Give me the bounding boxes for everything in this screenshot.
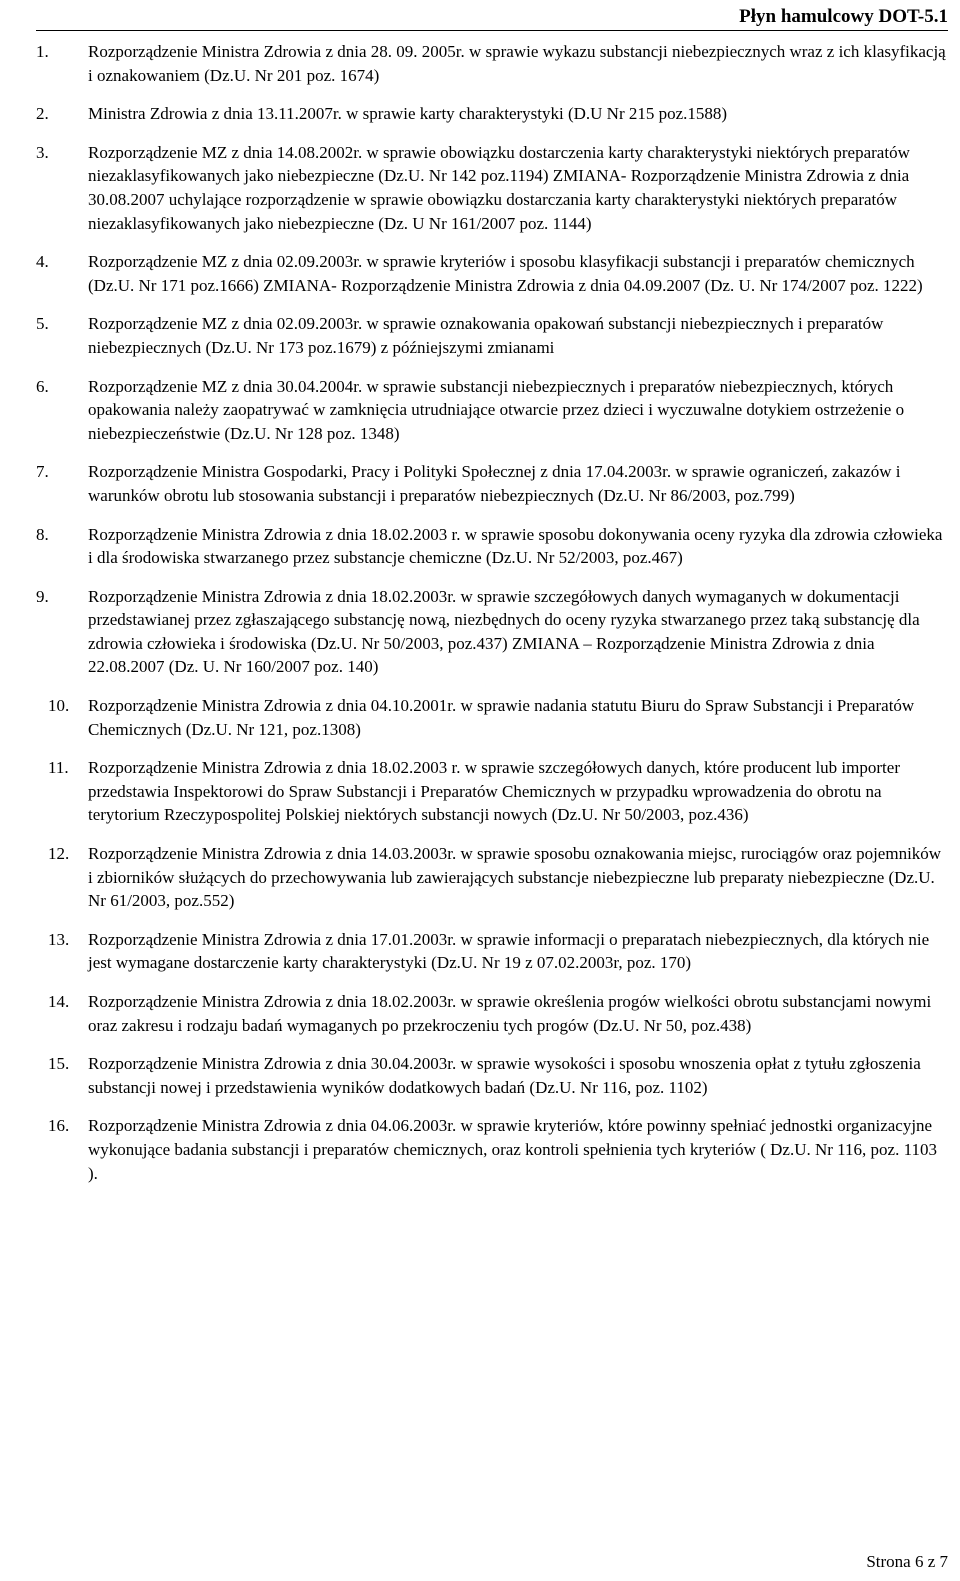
reference-item-7 xyxy=(0,460,960,507)
reference-number: 5. xyxy=(36,314,49,334)
reference-text: Rozporządzenie Ministra Zdrowia z dnia 17.01.2003r. w sprawie informacji o preparatach niebezpiecznych, dla których nie jest wymagane dostarczenie karty charakterystyki (Dz.U. Nr 19 z 07.02.2003r, poz. 170) xyxy=(88,929,930,973)
reference-item-8 xyxy=(0,523,960,570)
reference-number: 10. xyxy=(48,696,70,716)
reference-item-11 xyxy=(0,756,960,827)
reference-number: 11. xyxy=(48,758,69,778)
reference-item-14 xyxy=(0,990,960,1037)
reference-number: 3. xyxy=(36,142,49,162)
reference-item-10 xyxy=(0,694,960,741)
reference-item-2 xyxy=(0,102,960,126)
reference-number: 13. xyxy=(48,929,70,949)
reference-text: Rozporządzenie MZ z dnia 02.09.2003r. w sprawie oznakowania opakowań substancji niebezpiecznych i preparatów niebezpiecznych (Dz.U. Nr 173 poz.1679) z późniejszymi zmianami xyxy=(88,314,884,357)
reference-number: 2. xyxy=(36,104,49,124)
reference-number: 16. xyxy=(48,1116,70,1136)
reference-text: Rozporządzenie Ministra Zdrowia z dnia 28. 09. 2005r. w sprawie wykazu substancji niebezpiecznych wraz z ich klasyfikacją i oznakowaniem (Dz.U. Nr 201 poz. 1674) xyxy=(88,42,946,85)
reference-item-15 xyxy=(0,1052,960,1099)
reference-item-12 xyxy=(0,842,960,913)
reference-item-6 xyxy=(0,375,960,446)
reference-item-5 xyxy=(0,312,960,359)
reference-item-9 xyxy=(0,585,960,679)
reference-number: 15. xyxy=(48,1054,70,1074)
reference-text: Ministra Zdrowia z dnia 13.11.2007r. w sprawie karty charakterystyki (D.U Nr 215 poz.1588) xyxy=(88,104,728,124)
reference-item-13 xyxy=(0,928,960,975)
reference-item-3 xyxy=(0,141,960,235)
reference-number: 9. xyxy=(36,586,49,606)
reference-text: Rozporządzenie Ministra Zdrowia z dnia 04.06.2003r. w sprawie kryteriów, które powinny spełniać jednostki organizacyjne wykonujące badania substancji i preparatów chemicznych, oraz kontroli spełnienia tych kryteriów ( Dz.U. Nr 116, poz. 1103 ). xyxy=(88,1116,937,1183)
reference-text: Rozporządzenie Ministra Zdrowia z dnia 04.10.2001r. w sprawie nadania statutu Biuru do Spraw Substancji i Preparatów Chemicznych (Dz.U. Nr 121, poz.1308) xyxy=(88,696,915,739)
document-header-title: Płyn hamulcowy DOT-5.1 xyxy=(739,6,948,27)
reference-text: Rozporządzenie Ministra Zdrowia z dnia 18.02.2003r. w sprawie określenia progów wielkości obrotu substancjami nowymi oraz zakresu i rodzaju badań wymaganych po przekroczeniu tych progów (Dz.U. Nr 50, poz.438) xyxy=(88,992,932,1035)
reference-text: Rozporządzenie Ministra Zdrowia z dnia 14.03.2003r. w sprawie sposobu oznakowania miejsc, rurociągów oraz pojemników i zbiorników służących do przechowywania lub zawierających substancje niebezpieczne lub preparaty niebezpieczne (Dz.U. Nr 61/2003, poz.552) xyxy=(88,844,942,911)
reference-number: 12. xyxy=(48,844,70,864)
reference-item-4 xyxy=(0,250,960,297)
reference-number: 1. xyxy=(36,42,49,61)
reference-text: Rozporządzenie MZ z dnia 14.08.2002r. w sprawie obowiązku dostarczenia karty charakterystyki niektórych preparatów niezaklasyfikowanych jako niebezpieczne (Dz.U. Nr 142 poz.1194) ZMIANA- Rozporządzenie Ministra Zdrowia z dnia 30.08.2007 uchylające rozporządzenie w sprawie obowiązku dostarczania karty charakterystyki niektórych preparatów niezaklasyfikowanych jako niebezpieczne (Dz. U Nr 161/2007 poz. 1144) xyxy=(88,142,910,233)
reference-number: 7. xyxy=(36,462,49,482)
reference-number: 4. xyxy=(36,252,49,272)
references-list xyxy=(0,40,960,1200)
reference-item-16 xyxy=(0,1114,960,1185)
reference-number: 6. xyxy=(36,376,49,396)
page-number: Strona 6 z 7 xyxy=(866,1552,948,1571)
reference-text: Rozporządzenie MZ z dnia 30.04.2004r. w sprawie substancji niebezpiecznych i preparatów niebezpiecznych, których opakowania należy zaopatrywać w zamknięcia utrudniające otwarcie przez dzieci i wyczuwalne dotykiem ostrzeżenie o niebezpieczeństwie (Dz.U. Nr 128 poz. 1348) xyxy=(88,376,905,443)
reference-text: Rozporządzenie MZ z dnia 02.09.2003r. w sprawie kryteriów i sposobu klasyfikacji substancji i preparatów chemicznych (Dz.U. Nr 171 poz.1666) ZMIANA- Rozporządzenie Ministra Zdrowia z dnia 04.09.2007 (Dz. U. Nr 174/2007 poz. 1222) xyxy=(88,252,923,295)
reference-number: 8. xyxy=(36,524,49,544)
reference-item-1 xyxy=(0,40,960,87)
reference-text: Rozporządzenie Ministra Zdrowia z dnia 18.02.2003 r. w sprawie sposobu dokonywania oceny ryzyka dla zdrowia człowieka i dla środowiska stwarzanego przez substancje chemiczne (Dz.U. Nr 52/2003, poz.467) xyxy=(88,524,943,568)
reference-text: Rozporządzenie Ministra Zdrowia z dnia 18.02.2003r. w sprawie szczegółowych danych wymaganych w dokumentacji przedstawianej przez zgłaszającego substancję nową, niezbędnych do oceny ryzyka stwarzanego przez taką substancję dla zdrowia człowieka i środowiska (Dz.U. Nr 50/2003, poz.437) ZMIANA – Rozporządzenie Ministra Zdrowia z dnia 22.08.2007 (Dz. U. Nr 160/2007 poz. 140) xyxy=(88,586,920,677)
header-divider xyxy=(36,30,948,31)
reference-text: Rozporządzenie Ministra Zdrowia z dnia 30.04.2003r. w sprawie wysokości i sposobu wnoszenia opłat z tytułu zgłoszenia substancji nowej i przedstawienia wyników dodatkowych badań (Dz.U. Nr 116, poz. 1102) xyxy=(88,1054,921,1097)
reference-text: Rozporządzenie Ministra Gospodarki, Pracy i Polityki Społecznej z dnia 17.04.2003r. w sprawie ograniczeń, zakazów i warunków obrotu lub stosowania substancji i preparatów niebezpiecznych (Dz.U. Nr 86/2003, poz.799) xyxy=(88,462,901,505)
reference-text: Rozporządzenie Ministra Zdrowia z dnia 18.02.2003 r. w sprawie szczegółowych danych, które producent lub importer przedstawia Inspektorowi do Spraw Substancji i Preparatów Chemicznych w przypadku wprowadzenia do obrotu na terytorium Rzeczypospolitej Polskiej niektórych substancji nowych (Dz.U. Nr 50/2003, poz.436) xyxy=(88,758,900,825)
reference-number: 14. xyxy=(48,992,70,1011)
